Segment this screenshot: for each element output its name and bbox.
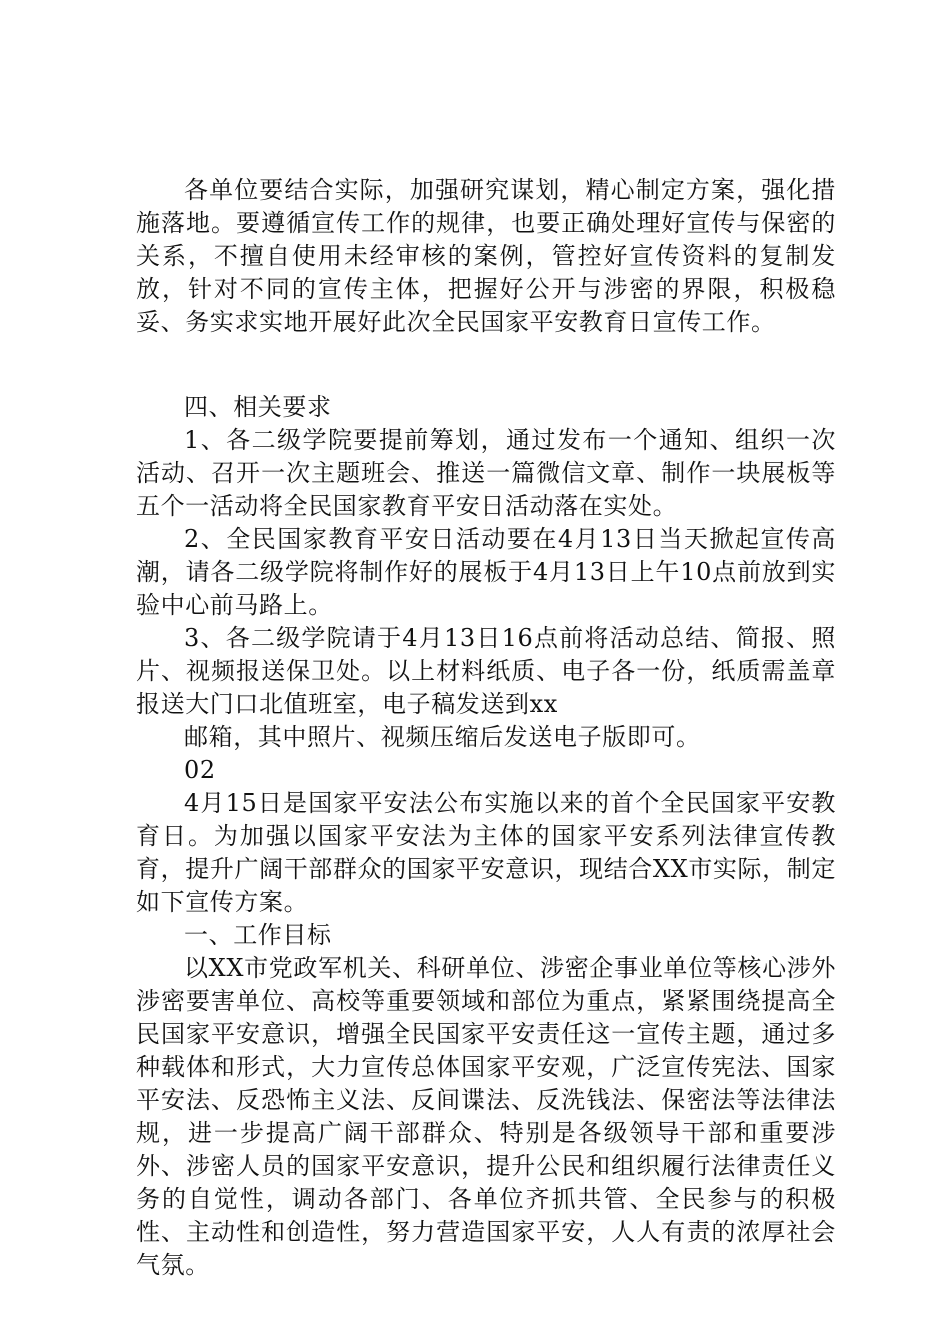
paragraph-work-goals: 以XX市党政军机关、科研单位、涉密企事业单位等核心涉外涉密要害单位、高校等重要领域和部位为重点，紧紧围绕提高全民国家平安意识，增强全民国家平安责任这一宣传主题，通过多种载体和形式，大力宣传总体国家平安观，广泛宣传宪法、国家平安法、反恐怖主义法、反间谍法、反洗钱法、保密法等法律法规，进一步提高广阔干部群众、特别是各级领导干部和重要涉外、涉密人员的国家平安意识，提升公民和组织履行法律责任义务的自觉性，调动各部门、各单位齐抓共管、全民参与的积极性、主动性和创造性，努力营造国家平安，人人有责的浓厚社会气氛。	[136, 954, 836, 1279]
section-number: 02	[184, 756, 216, 784]
requirement-item-3: 3、各二级学院请于4月13日16点前将活动总结、简报、照片、视频报送保卫处。以上材料纸质、电子各一份，纸质需盖章报送大门口北值班室，电子稿发送到xx	[136, 624, 836, 718]
paragraph-gap	[136, 339, 836, 391]
paragraph-publicity-principles: 各单位要结合实际，加强研究谋划，精心制定方案，强化措施落地。要遵循宣传工作的规律，也要正确处理好宣传与保密的关系，不擅自使用未经审核的案例，管控好宣传资料的复制发放，针对不同的宣传主体，把握好公开与涉密的界限，积极稳妥、务实求实地开展好此次全民国家平安教育日宣传工作。	[136, 176, 836, 336]
requirement-item-1: 1、各二级学院要提前筹划，通过发布一个通知、组织一次活动、召开一次主题班会、推送一篇微信文章、制作一块展板等五个一活动将全民国家教育平安日活动落在实处。	[136, 426, 836, 520]
heading-work-goals: 一、工作目标	[184, 921, 332, 949]
document-body	[136, 174, 836, 1282]
paragraph-introduction: 4月15日是国家平安法公布实施以来的首个全民国家平安教育日。为加强以国家平安法为主体的国家平安系列法律宣传教育，提升广阔干部群众的国家平安意识，现结合XX市实际，制定如下宣传方案。	[136, 789, 836, 916]
heading-related-requirements: 四、相关要求	[184, 393, 332, 421]
requirement-item-2: 2、全民国家教育平安日活动要在4月13日当天掀起宣传高潮，请各二级学院将制作好的展板于4月13日上午10点前放到实验中心前马路上。	[136, 525, 836, 619]
requirement-item-3-continued: 邮箱，其中照片、视频压缩后发送电子版即可。	[184, 723, 701, 751]
